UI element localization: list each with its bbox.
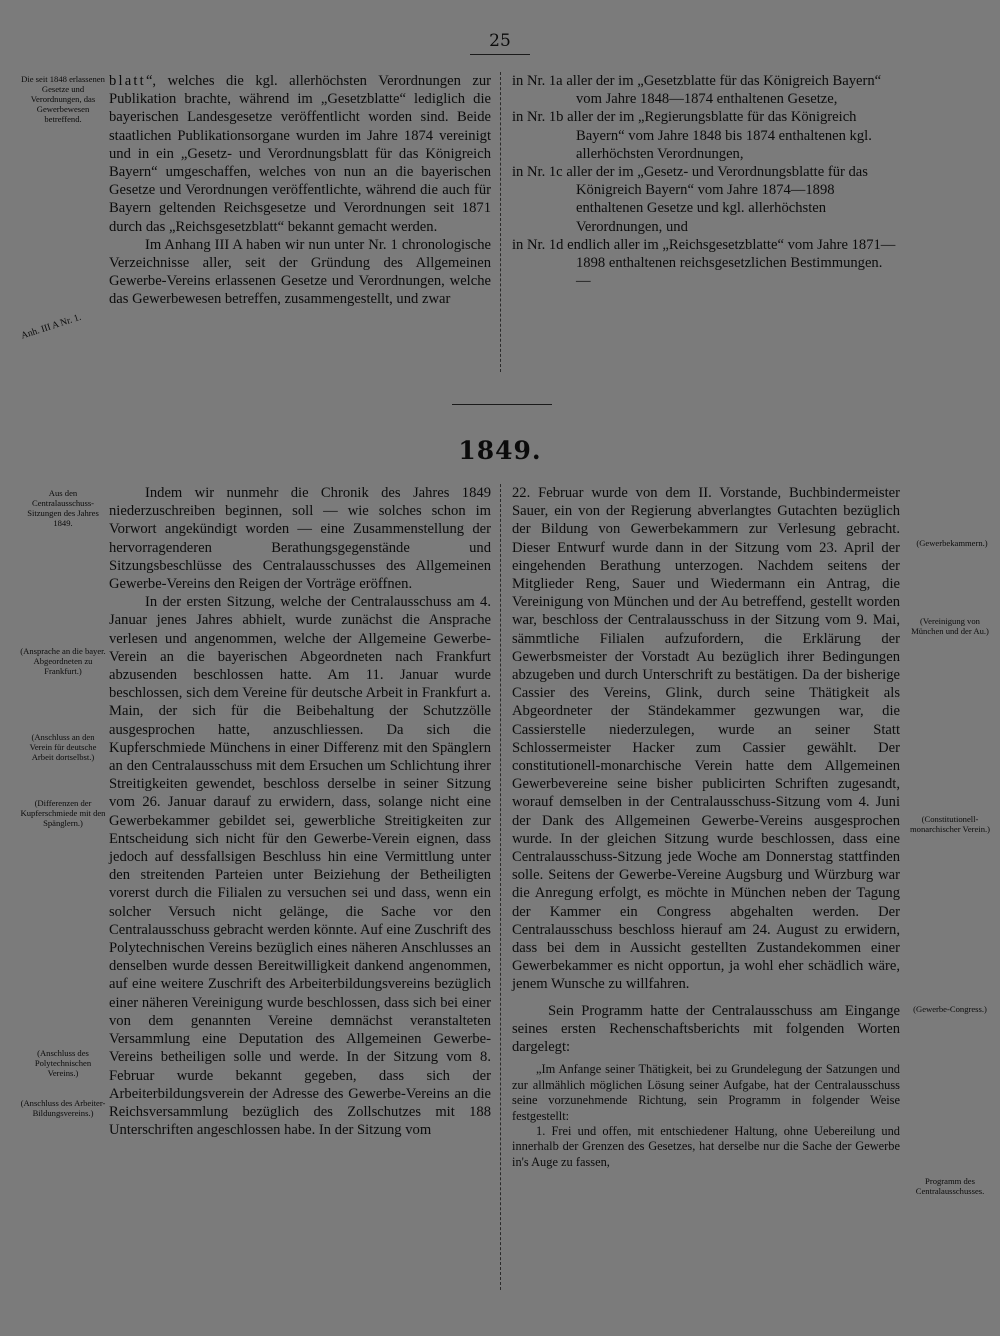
- margin-note-anhang: Anh. III A Nr. 1.: [20, 312, 83, 342]
- page-number-rule: [470, 54, 530, 55]
- margin-note-constitutionell: (Constitutionell-monarchischer Verein.): [909, 814, 991, 834]
- spaced-word-blatt: blatt: [109, 73, 146, 89]
- page-number: 25: [489, 31, 511, 51]
- margin-note-differenzen: (Differenzen der Kupferschmiede mit den Spänglern.): [20, 798, 106, 828]
- list-item-nr-1b: in Nr. 1b aller der im „Regierungsblatte für das Königreich Bayern“ vom Jahre 1848 bis 1874 enthaltenen kgl. allerhöchsten Verordnungen,: [512, 109, 872, 162]
- quote-block: [512, 1062, 900, 1170]
- column-bottom-left: [109, 484, 491, 1139]
- margin-note-anschluss-verein: (Anschluss an den Verein für deutsche Arbeit dortselbst.): [29, 732, 97, 762]
- margin-note-arbeiter: (Anschluss des Arbeiter-Bildungsvereins.): [20, 1098, 106, 1118]
- quote-paragraph-1: „Im Anfange seiner Thätigkeit, bei zu Grundelegung der Satzungen und zur allmählich möglichen Lösung seiner Aufgabe, hat der Centralausschuss seine vorzunehmende Richtung, sein Programm in folgender Weise festgestellt:: [512, 1062, 900, 1123]
- column-separator-top: [500, 72, 501, 372]
- margin-note-ansprache: (Ansprache an die bayer. Abgeordneten zu Frankfurt.): [20, 646, 106, 676]
- margin-note-congress: (Gewerbe-Congress.): [913, 1004, 987, 1014]
- column-top-right: [512, 72, 900, 290]
- margin-note-programm: Programm des Centralausschusses.: [915, 1176, 985, 1196]
- paragraph-gewerbekammern: 22. Februar wurde von dem II. Vorstande, Buchbindermeister Sauer, ein von der Regierung abverlangtes Gutachten bezüglich der Bildung von Gewerbekammern zur Verlesung gebracht. Dieser Entwurf wurde dann in der Sitzung vom 23. April der eingehenden Berathung unterzogen. Nachdem seitens der Mitglieder Reng, Sauer und Wiedermann ein Antrag, die Vereinigung von München und der Au betreffend, gestellt worden war, beschloss der Centralausschuss in der Sitzung vom 9. Mai, sämmtliche Filialen aufzufordern, die Erklärung der Gewerbsmeister der Vorstadt Au bezüglich ihrer Bedingungen abzugeben und durch Unterschrift zu bestätigen. Da der bisherige Cassier des Vereins, Glink, durch seine Thätigkeit als Abgeordneter der Ständekammer gezwungen war, die Cassierstelle niederzulegen, wurde an seiner Statt Schlossermeister Hacker zum Cassier gewählt. Der constitutionell-monarchische Verein hatte dem Allgemeinen Gewerbevereine seine bisher publicirten Schriften zugesandt, worauf demselben in der Centralausschuss-Sitzung vom 4. Juni der Dank des Allgemeinen Gewerbe-Vereins ausgesprochen wurde. In der gleichen Sitzung wurde beschlossen, dass eine Centralausschuss-Sitzung jede Woche am Donnerstag stattfinden solle. Seitens der Gewerbe-Vereine Augsburg und Würzburg war die Anregung erfolgt, es möchte in München neben der Tagung der Kammer ein Congress abgehalten werden. Der Centralausschuss beschloss hierauf am 24. August zu erwidern, dass bei dem in Aussicht gestellten Zustandekommen einer Gewerbekammer es nicht opportun, ja wohl eher schädlich wäre, jenem Wunsche zu willfahren.: [512, 485, 900, 993]
- paragraph-programm: Sein Programm hatte der Centralausschuss am Eingange seines ersten Rechenschaftsberichts mit folgenden Worten dargelegt:: [512, 1002, 900, 1056]
- column-bottom-right: [512, 484, 900, 1170]
- list-item-nr-1c: in Nr. 1c aller der im „Gesetz- und Verordnungsblatte für das Königreich Bayern“ vom Jahre 1874—1898 enthaltenen Gesetze und kgl. allerhöchsten Verordnungen, und: [512, 164, 868, 235]
- margin-note-polytechnisch: (Anschluss des Polytechnischen Vereins.): [34, 1048, 92, 1078]
- quote-paragraph-2: 1. Frei und offen, mit entschiedener Haltung, ohne Uebereilung und innerhalb der Grenzen des Gesetzes, hat derselbe nur die Sache der Gewerbe in's Auge zu fassen,: [512, 1123, 900, 1169]
- list-item-nr-1d: in Nr. 1d endlich aller im „Reichsgesetzblatte“ vom Jahre 1871—1898 enthaltenen reichsgesetzlichen Bestimmungen. —: [512, 236, 896, 290]
- paragraph-anhang: Im Anhang III A haben wir nun unter Nr. 1 chronologische Verzeichnisse aller, seit der Gründung des Allgemeinen Gewerbe-Vereins erlassenen Gesetze und Verordnungen, welche das Gewerbewesen betreffen, zusammengestellt, und zwar: [109, 236, 491, 308]
- margin-note-gewerbekammern: (Gewerbekammern.): [916, 538, 988, 548]
- year-heading: 1849.: [458, 436, 542, 465]
- section-divider: [452, 404, 552, 405]
- paragraph-erste-sitzung: In der ersten Sitzung, welche der Centralausschuss am 4. Januar jenes Jahres abhielt, wurde zunächst die Ansprache verlesen und angenommen, welche der Allgemeine Gewerbe-Verein an die bayerischen Abgeordneten nach Frankfurt abzusenden beschlossen hatte. Am 11. Januar wurde beschlossen, sich dem Vereine für deutsche Arbeit in Frankfurt a. Main, der sich für die Beibehaltung der Schutzzölle ausgesprochen hatte, anzuschliessen. Da sich die Kupferschmiede Münchens in einer Differenz mit den Spänglern an den Centralausschuss mit dem Ersuchen um Schlichtung ihrer Streitigkeiten gewendet, beschloss derselbe in seiner Sitzung vom 26. Januar darauf zu erwidern, dass, solange nicht eine Gewerbekammer gebildet sei, gewerbliche Streitigkeiten zur Entscheidung sich nicht für den Gewerbe-Verein eignen, dass jedoch auf dessfallsigen Beschluss hin eine Vermittlung unter den streitenden Parteien unter Beiziehung der Betheiligten vorerst durch die Filialen zu versuchen sei und dass, wenn ein solcher Versuch nicht gelänge, die Sache vor den Centralausschuss gebracht werden könnte. Auf eine Zuschrift des Polytechnischen Vereins bezüglich eines näheren Anschlusses an denselben wurde dessen Bereitwilligkeit dankend angenommen, auf eine weitere Zuschrift des Arbeiterbildungsvereins bezüglich einer näheren Vereinigung wurde beschlossen, dass sich bei einer von dem genannten Vereine demnächst veranstalteten Versammlung eine Deputation des Allgemeinen Gewerbe-Vereins betheiligen solle und werde. In der Sitzung vom 8. Februar wurde bekannt gegeben, dass sich der Arbeiterbildungsverein der Adresse des Gewerbe-Vereins an die Reichsversammlung bezüglich des Zollschutzes mit 188 Unterschriften angeschlossen habe. In der Sitzung vom: [109, 594, 491, 1139]
- paragraph-chronik: Indem wir nunmehr die Chronik des Jahres 1849 niederzuschreiben beginnen, soll — wie solches schon im Vorwort angekündigt worden — eine Zusammenstellung der hervorragenderen Berathungsgegenstände und Sitzungsbeschlüsse des Centralausschusses des Allgemeinen Gewerbe-Vereins den Reigen der Vorträge eröffnen.: [109, 485, 491, 593]
- margin-note-centralausschuss: Aus den Centralausschuss-Sitzungen des Jahres 1849.: [27, 488, 99, 528]
- column-separator-bottom: [500, 484, 501, 1290]
- column-top-left: [109, 72, 491, 309]
- list-item-nr-1a: in Nr. 1a aller der im „Gesetzblatte für das Königreich Bayern“ vom Jahre 1848—1874 enthaltenen Gesetze,: [512, 73, 882, 108]
- margin-note-vereinigung: (Vereinigung von München und der Au.): [911, 616, 989, 636]
- margin-note-gesetze: Die seit 1848 erlassenen Gesetze und Verordnungen, das Gewerbewesen betreffend.: [21, 74, 105, 124]
- paragraph-gesetzblatt: “, welches die kgl. allerhöchsten Verordnungen zur Publikation brachte, während im „Gesetzblatte“ lediglich die bayerischen Landesgesetze veröffentlicht worden sind. Beide staatlichen Publikationsorgane wurden im Jahre 1874 vereinigt und in ein „Gesetz- und Verordnungsblatt für das Königreich Bayern“ umgeschaffen, welches von nun an die bayerischen Gesetze und Verordnungen veröffentlichte, während die auch für Bayern geltenden Reichsgesetze und Verordnungen seit 1871 durch das „Reichsgesetzblatt“ bekannt gemacht werden.: [109, 73, 491, 235]
